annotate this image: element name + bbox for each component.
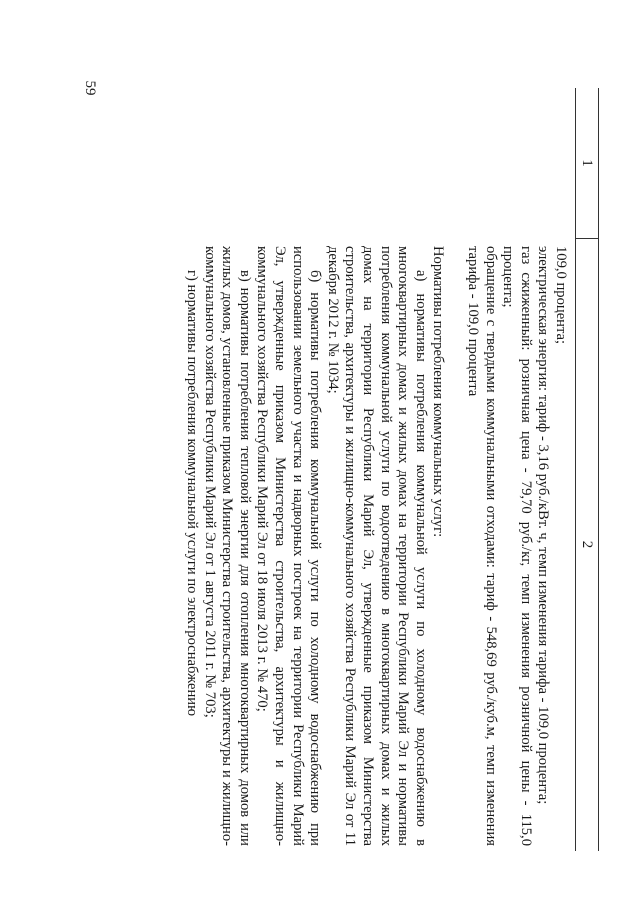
- tariff-line: 109,0 процента;: [553, 246, 569, 345]
- tariff-line: газ сжиженный: розничная цена - 79,70 руб./кг, темп изменения розничной цены - 115,0 процента;: [500, 246, 534, 846]
- norms-item: г) нормативы потребления коммунальной услуги по электроснабжению: [184, 270, 201, 716]
- header-cell-2: 2: [579, 540, 595, 549]
- header-cell-1: 1: [579, 159, 595, 167]
- page-number: 59: [82, 80, 98, 96]
- table-header-row: [575, 88, 599, 851]
- tariff-line: электрическая энергия: тариф - 3,16 руб./кВт. ч, темп изменения тарифа - 109,0 процента;: [535, 246, 552, 805]
- column-divider: [575, 238, 598, 239]
- tariff-table: [70, 88, 599, 851]
- norms-item: а) нормативы потребления коммунальной услуги по холодному водоснабжению в многоквартирных домах и жилых домах на территории Республики Марий Эл и нормативы потребления коммунальной услуги по водоотведению в многоквартирных домах и жилых домах на территории Республики Марий Эл, утвержденные приказом Министерства строительства, архитектуры и жилищно-коммунального хозяйства Республики Марий Эл от 11 декабря 2012 г. № 1034;: [324, 246, 429, 846]
- table-body-column-2: [183, 246, 569, 846]
- norms-heading: Нормативы потребления коммунальных услуг:: [430, 246, 447, 538]
- row-gap: [446, 246, 463, 846]
- tariff-line: обращение с твердыми коммунальными отходами: тариф - 548,69 руб./куб.м, темп изменения тарифа - 109,0 процента: [465, 246, 499, 846]
- norms-item: в) нормативы потребления тепловой энергии для отопления многоквартирных домов или жилых домов, установленные приказом Министерства строительства, архитектуры и жилищно-коммунального хозяйства Республики Марий Эл от 1 августа 2011 г. № 703;: [201, 246, 253, 846]
- norms-item: б) нормативы потребления коммунальной услуги по холодному водоснабжению при использовании земельного участка и надворных построек на территории Республики Марий Эл, утвержденные приказом Министерства строительства, архитектуры и жилищно-коммунального хозяйства Республики Марий Эл от 18 июля 2013 г. № 470;: [254, 246, 324, 846]
